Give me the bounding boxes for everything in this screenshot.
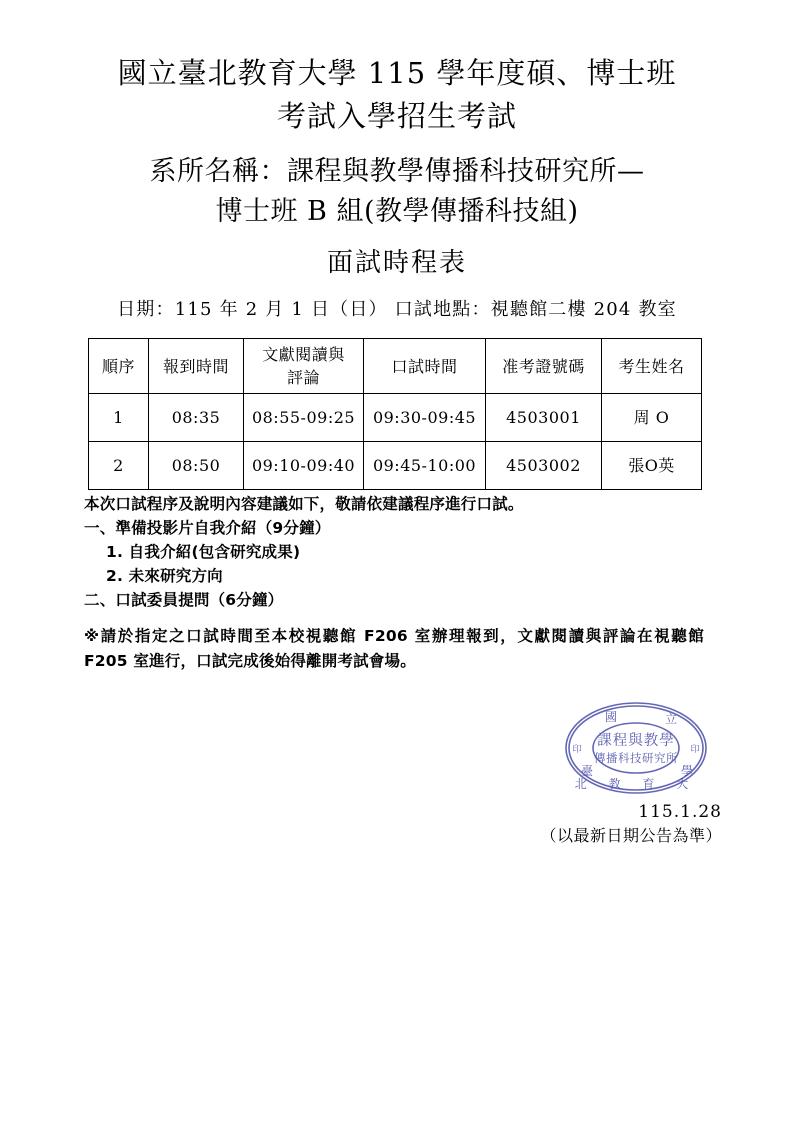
footer-disclaimer: （以最新日期公告為準） <box>540 826 722 845</box>
date-venue-line: 日期：115 年 2 月 1 日（日） 口試地點：視聽館二樓 204 教室 <box>117 299 677 320</box>
cell-report-time: 08:50 <box>149 442 244 490</box>
column-header-report-time: 報到時間 <box>149 339 244 394</box>
department-subtitle <box>0 152 794 232</box>
column-header-exam-id: 准考證號碼 <box>486 339 602 394</box>
notes-item-2: 二、口試委員提問（6分鐘） <box>84 591 284 609</box>
subtitle-line-1: 系所名稱：課程與教學傳播科技研究所— <box>149 156 645 187</box>
seal-outer-right: 立 <box>664 712 678 726</box>
column-header-reading-review-line1: 文獻閱讀與 <box>262 345 345 364</box>
cell-candidate-name: 張O英 <box>602 442 702 490</box>
seal-mark-right: 印 <box>690 745 700 755</box>
seal-mark-left: 印 <box>572 745 582 755</box>
table-row <box>89 442 702 490</box>
notes-item-1-sub-1: 1. 自我介紹(包含研究成果) <box>106 543 301 561</box>
cell-oral-time: 09:30-09:45 <box>364 394 486 442</box>
cell-exam-id: 4503001 <box>486 394 602 442</box>
notes-item-1-sub-2: 2. 未來研究方向 <box>106 567 223 585</box>
column-header-oral-time: 口試時間 <box>364 339 486 394</box>
check-in-notice: ※請於指定之口試時間至本校視聽館 F206 室辦理報到，文獻閱讀與評論在視聽館 F205 室進行，口試完成後始得離開考試會場。 <box>84 627 704 670</box>
footer-issue-date: 115.1.28 <box>638 802 722 822</box>
table-row <box>89 394 702 442</box>
cell-candidate-name: 周 O <box>602 394 702 442</box>
seal-outer-bottom: 北 教 育 大 <box>574 777 698 791</box>
cell-sequence: 1 <box>89 394 149 442</box>
document-title <box>0 52 794 138</box>
notes-item-1: 一、準備投影片自我介紹（9分鐘） <box>84 519 331 537</box>
title-line-1: 國立臺北教育大學 115 學年度碩、博士班 <box>117 56 677 90</box>
subtitle-line-2: 博士班 B 組(教學傳播科技組) <box>215 196 579 227</box>
section-heading: 面試時程表 <box>326 248 467 278</box>
cell-reading-time: 08:55-09:25 <box>244 394 364 442</box>
cell-report-time: 08:35 <box>149 394 244 442</box>
column-header-candidate-name: 考生姓名 <box>602 339 702 394</box>
table-header-row <box>89 339 702 394</box>
procedure-notes <box>84 492 724 612</box>
notes-intro: 本次口試程序及說明內容建議如下，敬請依建議程序進行口試。 <box>84 495 524 513</box>
seal-outer-top: 國 <box>604 710 618 724</box>
column-header-sequence: 順序 <box>89 339 149 394</box>
seal-outer-bottom-right: 學 <box>680 764 694 778</box>
cell-reading-time: 09:10-09:40 <box>244 442 364 490</box>
official-seal-icon <box>563 697 709 800</box>
seal-outer-bottom-left: 臺 <box>580 764 594 778</box>
seal-inner-line-2: 傳播科技研究所 <box>594 751 678 765</box>
cell-oral-time: 09:45-10:00 <box>364 442 486 490</box>
seal-inner-line-1: 課程與教學 <box>597 733 675 749</box>
cell-sequence: 2 <box>89 442 149 490</box>
cell-exam-id: 4503002 <box>486 442 602 490</box>
interview-schedule-table <box>88 338 702 490</box>
title-line-2: 考試入學招生考試 <box>276 99 517 133</box>
column-header-reading-review <box>244 339 364 394</box>
document-footer <box>0 800 722 848</box>
column-header-reading-review-line2: 評論 <box>286 368 320 387</box>
